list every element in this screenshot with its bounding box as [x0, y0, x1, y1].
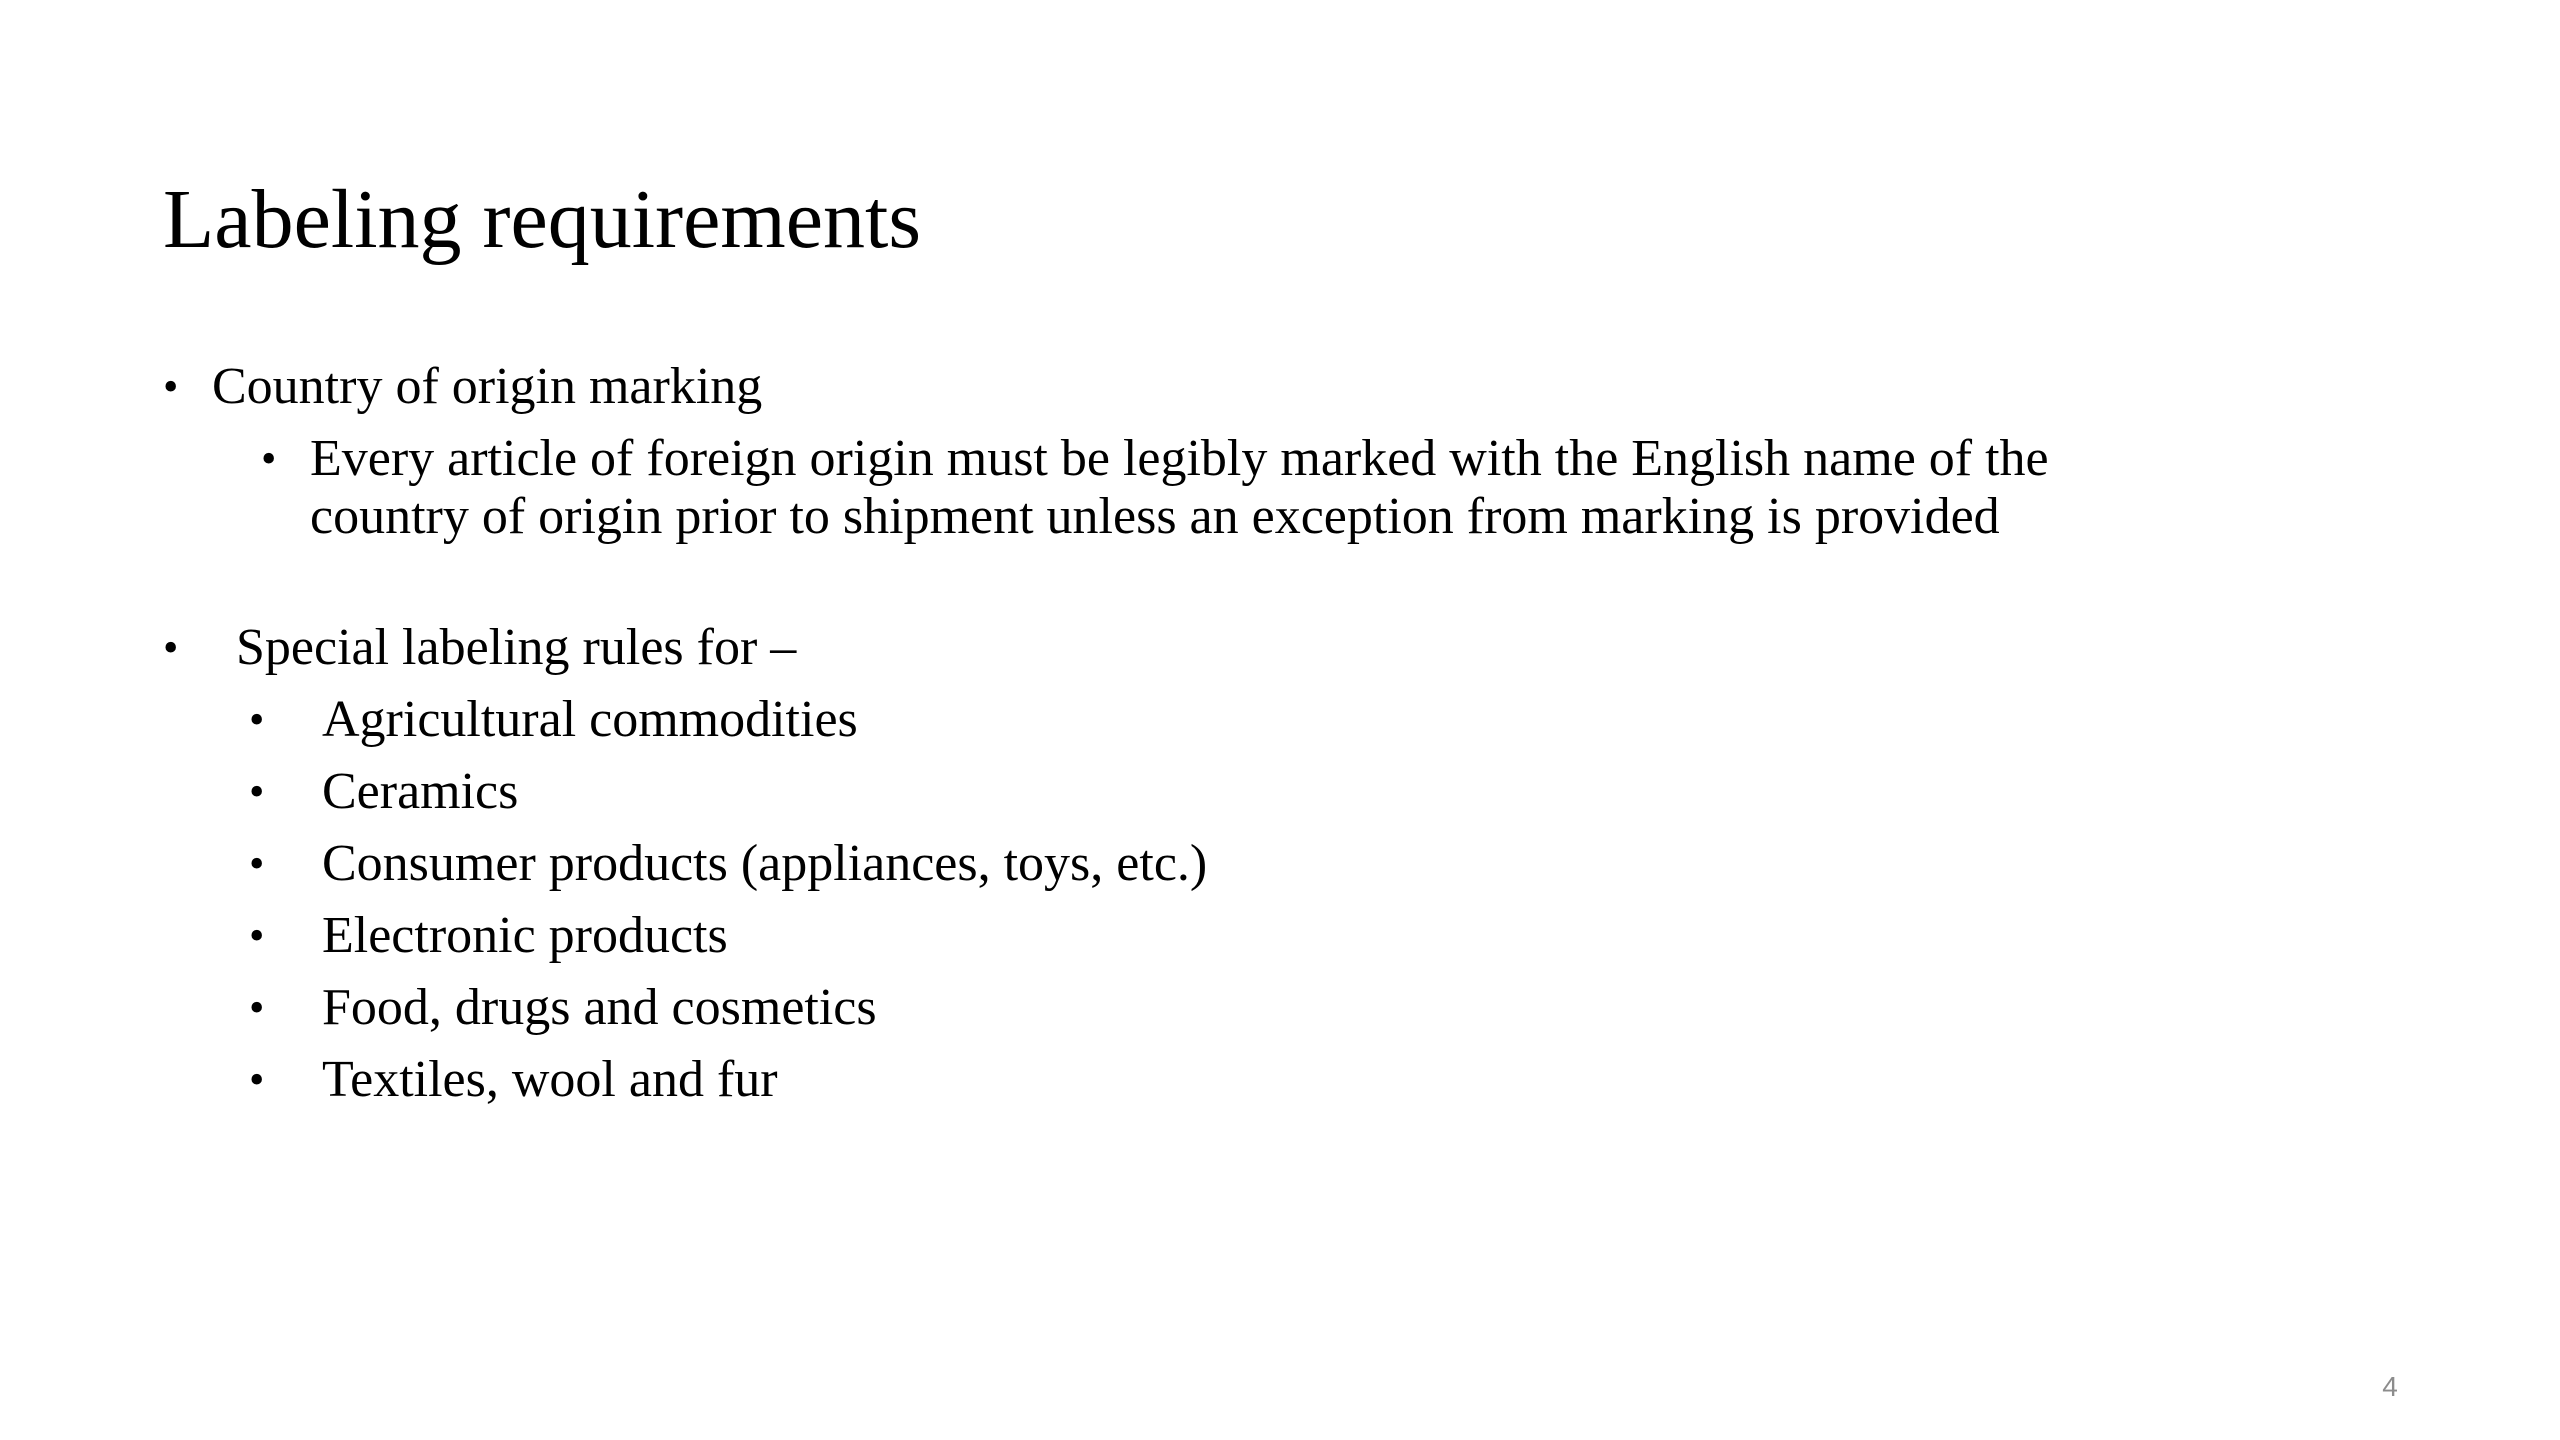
list-item-country-of-origin: Country of origin marking [212, 358, 763, 415]
bullet-icon: • [249, 767, 265, 816]
list-subitem-textiles: Textiles, wool and fur [322, 1051, 778, 1108]
list-subitem-consumer-products: Consumer products (appliances, toys, etc.) [322, 835, 1208, 892]
bullet-icon: • [249, 911, 265, 960]
list-subitem-food-drugs-cosmetics: Food, drugs and cosmetics [322, 979, 877, 1036]
list-subitem-agricultural: Agricultural commodities [322, 691, 858, 748]
bullet-icon: • [249, 983, 265, 1032]
bullet-icon: • [249, 1055, 265, 1104]
bullet-icon: • [261, 434, 277, 483]
list-subitem-marking-rule: Every article of foreign origin must be legibly marked with the English name of the country of origin prior to shipment unless an exception from marking is provided [310, 430, 2049, 545]
list-subitem-ceramics: Ceramics [322, 763, 519, 820]
bullet-icon: • [163, 623, 179, 672]
list-subitem-electronic-products: Electronic products [322, 907, 728, 964]
slide-title: Labeling requirements [163, 173, 922, 266]
bullet-icon: • [249, 695, 265, 744]
list-item-special-labeling-rules: Special labeling rules for – [236, 619, 797, 676]
bullet-icon: • [249, 839, 265, 888]
bullet-icon: • [163, 362, 179, 411]
page-number: 4 [2382, 1371, 2398, 1402]
